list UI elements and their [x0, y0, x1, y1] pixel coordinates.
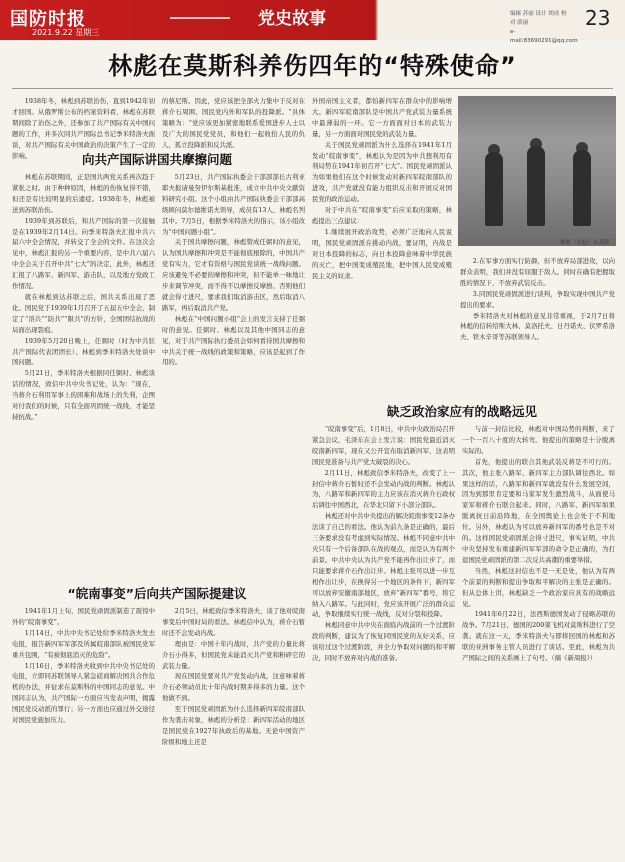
- headline-rule: [12, 88, 613, 89]
- paragraph: 1941年1月上旬，国民党顽固派制造了震惊中外的“皖南事变”。: [12, 607, 155, 626]
- paragraph: 关于国共摩擦问题，林彪赞成任弼时的意见，认为国共摩擦和冲突是不能彻底根除的，中国共产党有实力，它才有资格与国民党谈统一战线问题。应该避免不必要的摩擦和冲突，但不能单一味地让步来调节冲突，而不得不以摩擦反摩擦。否则他们就会得寸进尺，要求我们取消游击区，然后取消八路军，再后取消共产党。: [162, 238, 305, 312]
- paragraph: 1939年到苏联后，和共产国际的第一次接触是在1939年2月14日。向季米特洛夫汇报中共六届六中全会情况，并转交了全会的文件。在这次会见中，林彪汇报的另一个重要内容，是中共六届六中全会关于召开中共“七大”的决定，此外，林彪还汇报了八路军、新四军、游击队，以及地方党政工作情况。: [12, 216, 155, 291]
- paragraph: 对于中共在“皖南事变”后应采取的策略，林彪提出三点建议：: [312, 206, 452, 225]
- figure-body: [573, 150, 591, 226]
- paragraph: 外国帝国主义者，都怕新四军在群众中的影响增大。新四军皖南部队是中国共产党武装力量系统中最薄弱的一环。它一方面面对日本的武装力量，另一方面面对国民党的武装力量。: [312, 97, 452, 138]
- paragraph: 首先，他提出的联合其他武装反蒋是不可行的。其次，他主张八路军、新四军主力部队调往西北。如果这样的话，八路军和新四军就没有什么发展空间，因为到那里肯定要和马家军发生激烈战斗，从面使马家军和蒋介石联合起来。同时，八路军、新四军如果脱离抗日前沿阵地，在全国舆论上也会处于不利地位。另外，林彪认为可以放弃新四军的番号也是不对的。这样国民党顽固派会得寸进尺，事实证明，中共中央坚持发布重建新四军军部的命令是正确的，为打退国民党顽固派的第二次反共高潮的重要举措。: [462, 457, 615, 564]
- section-ornament: [170, 17, 230, 19]
- section-title: 党史故事: [258, 9, 326, 29]
- editor-line: 编辑 苏丽 设计 胡成 校对 薛丽: [510, 11, 567, 26]
- paragraph: 季米特洛夫对林彪的意见非常重视，于2月7日将林彪的信转给斯大林、莫洛托夫、日丹诺夫、伏罗希洛夫、铁木辛哥等苏联领导人。: [460, 311, 615, 342]
- paragraph: 1941年6月22日，法西斯德国发动了侵略苏联的战争。7月21日，德国的200架飞机对莫斯科进行了空袭。就在这一天，季米特洛夫与即将回国的林彪和苏联的亚洲事务主管人员进行了谈话。至此，林彪为共产国际之间的关系画上了句号。（摘《新周报》）: [462, 610, 615, 663]
- column-2-body: [162, 172, 305, 572]
- paragraph: 的蔡尼斯。因此，党应该把全部火力集中于反对在蒋介石周围、国民党内外和军队的投降派。“具体策略为：“党应该更加紧密地联系爱国进步人士以及广大的国民党党员，和他们一起收拾人民的仇人，孤立投降派和反共派。: [162, 97, 305, 149]
- column-1-lower: [12, 606, 155, 854]
- column-1-body: [12, 172, 155, 572]
- subhead-3: 缺乏政治家应有的战略远见: [386, 404, 537, 419]
- paragraph: “皖南事变”后，1月8日，中共中央政治局召开紧急会议，毛泽东在会上发言说：国民党最近消灭皖南新四军，现在又公开宣布取消新四军，这表明国民党准备与共产党大破裂的决心。: [312, 425, 455, 466]
- paragraph: 5月21日，季米特洛夫根据同任弼时、林彪谈话的情况，致信中共中央书记处，认为：“现在，当蒋介石利用军事上的困难和战场上的失利，企图对付我们的时候，只有全面巩固统一战线，才能坚持抗战。”: [12, 369, 155, 421]
- paragraph: 理由是：中国十年内战时，共产党的力量比蒋介石小得多，但国民党未能消灭共产党和粉碎它的武装力量。: [162, 639, 305, 670]
- issue-date: 2021.9.22 星期三: [32, 28, 100, 37]
- paragraph: 关于国民党顽固派为什么选择在1941年1月发动“皖南事变”，林彪认为是因为中共想利用有利局势在1941年初召开“七大”。国民党顽固派认为如果他们在这个时候发动对新四军皖南部队的进攻，共产党就没有能力组织反击和开展反对国民党的政治运动。: [312, 140, 452, 204]
- column-1-intro: [12, 96, 155, 160]
- page-number: 23: [585, 6, 611, 30]
- photo-caption: 林彪（左起）在苏联: [560, 240, 610, 246]
- article-headline: 林彪在莫斯科养伤四年的“特殊使命”: [108, 52, 517, 80]
- paragraph: 1月16日，季米特洛夫收到中共中央书记处的电报，立即同苏联领导人紧急磋商解决国共合作危机的办法，并征求在莫斯科的中国同志的意见。中国同志认为，共产国际一方面应当发表声明，揭露国民党反动派的罪行；另一方面也应通过外交途径对国民党施加压力。: [12, 661, 155, 725]
- paragraph: 林彪还对中共中央提出的解决皖南事变12条办法谈了自己的看法。他认为前九条是正确的，最后三条要求没有考虑到实际情况。林彪不同意中共中央只有一个后备部队在战的观点，而是认为有两个前景。中共中央认为共产党不能再作出让步了，而只能要求蒋介石作出让步。林彪主张可以进一步互相作出让步，在换得另一个地区的条件下，新四军可以放弃安徽南部地区，放弃“新四军”番号，将它纳入八路军。与此同时，党应该开展广泛的群众运动，争取继续实行统一战线，反对分裂和投降。: [312, 512, 455, 619]
- column-2-lower: [162, 606, 305, 854]
- paragraph: 1938年冬，林彪到苏联治伤，直到1942年初才回国。从俄罗斯公布的档案资料看，林彪在苏联期间除了治伤之外，还参加了共产国际有关中国问题的工作，并多次同共产国际总书记季米特洛夫面谈，对共产国际有关中国政治的决策产生了一定的影响。: [12, 97, 155, 160]
- column-4-upper: [460, 256, 615, 396]
- column-4-lower: [462, 424, 615, 854]
- subhead-2: “皖南事变”后向共产国际提建议: [67, 586, 247, 601]
- paragraph: 当然，林彪这封信也不是一无是处，他认为有两个前景的判断和提出争取和平解决的主张是正确的。但从总体上讲，林彪缺乏一个政治家应具有的战略远见。: [462, 566, 615, 608]
- paragraph: 2月11日，林彪致信季米特洛夫，改变了上一封信中蒋介石暂时还不会发动内战的判断。林彪认为，八路军和新四军的主力应该在消灭蒋介石政权后调往中国西北，在华北只留下小部分部队。: [312, 468, 455, 510]
- paragraph: 现在国民党要对共产党发动内战，这意味着蒋介石必须动员比十年内战时期多得多的力量。这个他做不到。: [162, 672, 305, 703]
- subhead-1: 向共产国际讲国共摩擦问题: [81, 152, 232, 167]
- newspaper-logo: 国防时报: [10, 9, 86, 30]
- figure-body: [485, 152, 503, 226]
- paragraph: 林彪在苏联期间，正是国共两党关系再次趋于紧张之时。由于种种原因，林彪的伤恢复得不错，但还是有比较明显的后遗症。1938年冬，林彪被送到苏联治伤。: [12, 173, 155, 214]
- paragraph: 1939年5月20日晚上，任弼时（时为中共驻共产国际代表团团长）、林彪到季米特洛夫处谈中国问题。: [12, 336, 155, 367]
- paragraph: 2月5日，林彪致信季米特洛夫，谈了他对皖南事变后中国时局的看法。林彪信中认为，蒋介石暂时还不会发动内战。: [162, 607, 305, 637]
- paragraph: 5月23日，共产国际执委会干部部部长古利亚耶夫报请曼努伊尔斯基批准，成立中共中央文献资料研究小组。这个小组由共产国际执委会干部部高级顾问莫尔德维诺夫领导，成员有13人，林彪名列其中。7月5日，根据季米特洛夫的指示，该小组改为“中国问题小组”。: [162, 173, 305, 236]
- paragraph: 与前一封信比较，林彪对中国局势的判断，来了一个一百八十度的大转弯。他提出的策略是十分脱离实际的。: [462, 425, 615, 455]
- paragraph: 林彪同意中共中央在面临内战前的一个过渡阶段的判断，建议为了恢复同国民党的友好关系，应该给过这个过渡阶段，并全力争取对问题的和平解决，同时不放弃对内战的准备。: [312, 621, 455, 663]
- paragraph: 就在林彪到达苏联之后，国共关系出现了恶化。国民党于1939年1月召开了五届五中全会，制定了“溶共”“防共”“限共”的方针，全国团结抗战的局面出现裂痕。: [12, 292, 155, 334]
- editor-email: e-mail:83690291@qq.com: [510, 29, 578, 44]
- paragraph: 至于国民党顽固派为什么选择新四军皖南部队作为袭击对象，林彪的分析是：新四军活动的地区是国民党在1927年执政后的基地。无论中国资产阶级和地主还是: [162, 705, 305, 746]
- paragraph: 3.同国民党顽固派进行谈判，争取实现中国共产党提出的要求。: [460, 289, 615, 309]
- paragraph: 林彪在“中国问题小组”会上的发言支持了任弼时的意见。任弼时、林彪以及其他中国同志的意见，对于共产国际执行委员会如何看待国共摩擦和中共关于统一战线的政策和策略，应该是起到了作用的。: [162, 314, 305, 367]
- paragraph: 2.在军事方面实行防御，但不放弃局部进攻，以向群众表明，我们并没有屈服于敌人。同时在确有把握取胜的情况下，不放弃武装反击。: [460, 257, 615, 287]
- column-3-upper: [312, 96, 452, 396]
- paragraph: 1月14日，中共中央书记处给季米特洛夫发去电报，报告新四军军部及所属皖南部队被国民党军重兵包围，“有被彻底消灭的危险”。: [12, 628, 155, 659]
- historical-photo: [458, 96, 616, 246]
- masthead: [0, 0, 625, 44]
- figure-body: [527, 146, 545, 226]
- editor-credits: [510, 10, 578, 46]
- paragraph: 1.继续展开政治攻势，必须广泛地向人民说明，国民党顽固派在挑动内战，要证明，内战是对日本投降的标志，向日本投降意味着中华民族的灭亡，把中国变成殖民地，把中国人民变成殖民主义的奴隶。: [312, 227, 452, 280]
- column-3-lower: [312, 424, 455, 854]
- column-2-intro: [162, 96, 305, 149]
